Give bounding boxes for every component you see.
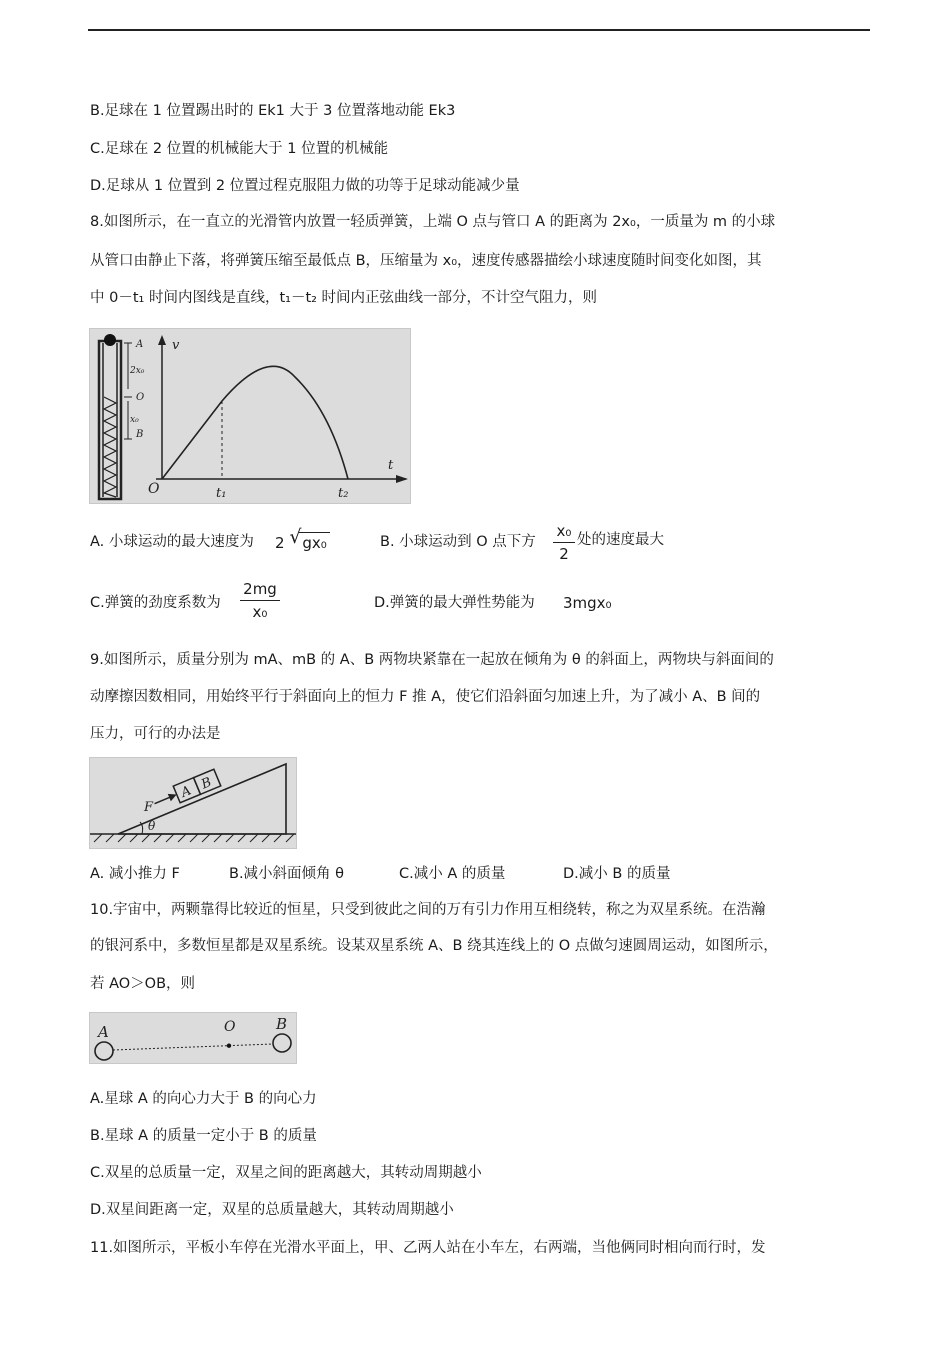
q9-stem-line1: 9.如图所示，质量分别为 mA、mB 的 A、B 两物块紧靠在一起放在倾角为 θ 的斜面上，两物块与斜面间的 <box>90 652 774 668</box>
t1-label: t₁ <box>216 486 227 501</box>
label-2x0: 2x₀ <box>130 366 145 376</box>
q8-option-a-radicand: gx₀ <box>302 534 327 552</box>
q8-option-c-num: 2mg <box>243 580 277 598</box>
q10-stem-line2: 的银河系中，多数恒星都是双星系统。设某双星系统 A、B 绕其连线上的 O 点做匀速圆周运动，如图所示， <box>90 938 778 954</box>
center-point-o <box>227 1044 231 1048</box>
q9-stem-line3: 压力，可行的办法是 <box>90 726 221 742</box>
ground-hatch <box>94 834 294 842</box>
v-t-curve <box>162 366 348 479</box>
q8-option-a-math <box>275 526 330 553</box>
q9-option-d: D.减小 B 的质量 <box>563 866 671 882</box>
q8-stem-line3: 中 0－t₁ 时间内图线是直线，t₁－t₂ 时间内正弦曲线一部分，不计空气阻力，则 <box>90 290 598 306</box>
connecting-line <box>113 1044 273 1050</box>
q9-option-b: B.减小斜面倾角 θ <box>229 866 345 882</box>
q10-stem-line1: 10.宇宙中，两颗靠得比较近的恒星，只受到彼此之间的万有引力作用互相绕转，称之为双星系统。在浩瀚 <box>90 902 766 918</box>
q7-option-c: C.足球在 2 位置的机械能大于 1 位置的机械能 <box>90 141 389 157</box>
label-B: B <box>136 429 144 440</box>
q9-stem-line2: 动摩擦因数相同，用始终平行于斜面向上的恒力 F 推 A，使它们沿斜面匀加速上升，为了减小 A、B 间的 <box>90 689 761 705</box>
star-a-icon <box>95 1042 113 1060</box>
q9-option-c: C.减小 A 的质量 <box>399 866 506 882</box>
label-O: O <box>136 392 145 403</box>
q10-stem-line3: 若 AO＞OB，则 <box>90 976 196 992</box>
star-a-label: A <box>98 1023 109 1041</box>
origin-label: O <box>148 481 160 497</box>
star-b-label: B <box>276 1015 288 1033</box>
q8-option-d-text: D.弹簧的最大弹性势能为 <box>374 595 535 611</box>
q8-option-c-den: x₀ <box>252 603 268 621</box>
q9-option-a: A. 减小推力 F <box>90 866 180 882</box>
q8-option-c-fraction <box>240 580 280 621</box>
q7-option-b: B.足球在 1 位置踢出时的 Ek1 大于 3 位置落地动能 Ek3 <box>90 103 456 119</box>
q8-stem-line2: 从管口由静止下落，将弹簧压缩至最低点 B，压缩量为 x₀，速度传感器描绘小球速度随时间变化如图，其 <box>90 253 762 269</box>
label-x0: x₀ <box>130 415 139 425</box>
axis-v-label: v <box>172 338 180 353</box>
star-b-icon <box>273 1034 291 1052</box>
q10-option-d: D.双星间距离一定，双星的总质量越大，其转动周期越小 <box>90 1202 454 1218</box>
label-A: A <box>136 339 144 350</box>
q8-option-d-value: 3mgx₀ <box>563 594 612 612</box>
q8-stem-line1: 8.如图所示，在一直立的光滑管内放置一轻质弹簧，上端 O 点与管口 A 的距离为 2x₀，一质量为 m 的小球 <box>90 214 776 230</box>
q8-option-c-text: C.弹簧的劲度系数为 <box>90 595 221 611</box>
q8-option-b-fraction <box>553 522 575 563</box>
q8-option-a-coef: 2 <box>275 534 285 552</box>
force-label: F <box>144 800 154 815</box>
header-rule <box>88 29 870 31</box>
q11-stem-line1: 11.如图所示，平板小车停在光滑水平面上，甲、乙两人站在小车左，右两端，当他俩同时相向而行时，发 <box>90 1240 766 1256</box>
block-b-label: B <box>199 774 214 793</box>
point-o-label: O <box>224 1019 236 1035</box>
q10-option-a: A.星球 A 的向心力大于 B 的向心力 <box>90 1091 317 1107</box>
axis-t-label: t <box>388 458 394 473</box>
ball-icon <box>104 334 116 346</box>
block-a-label: A <box>179 783 194 801</box>
radical <box>289 526 329 553</box>
q8-option-a-text: A. 小球运动的最大速度为 <box>90 534 254 550</box>
spring-icon <box>104 397 116 497</box>
q10-option-b: B.星球 A 的质量一定小于 B 的质量 <box>90 1128 317 1144</box>
q10-option-c: C.双星的总质量一定，双星之间的距离越大，其转动周期越小 <box>90 1165 482 1181</box>
q8-option-b-den: 2 <box>559 545 569 563</box>
q8-figure <box>89 328 411 504</box>
q8-option-b-num: x₀ <box>556 522 572 540</box>
q8-option-b-pre: B. 小球运动到 O 点下方 <box>380 534 536 550</box>
t2-label: t₂ <box>338 486 349 501</box>
theta-label: θ <box>148 819 156 833</box>
q10-figure <box>89 1012 297 1064</box>
q7-option-d: D.足球从 1 位置到 2 位置过程克服阻力做的功等于足球动能减少量 <box>90 178 520 194</box>
q9-figure <box>89 757 297 849</box>
radical-sign: √ <box>289 526 302 548</box>
q8-option-b-post: 处的速度最大 <box>577 532 664 548</box>
